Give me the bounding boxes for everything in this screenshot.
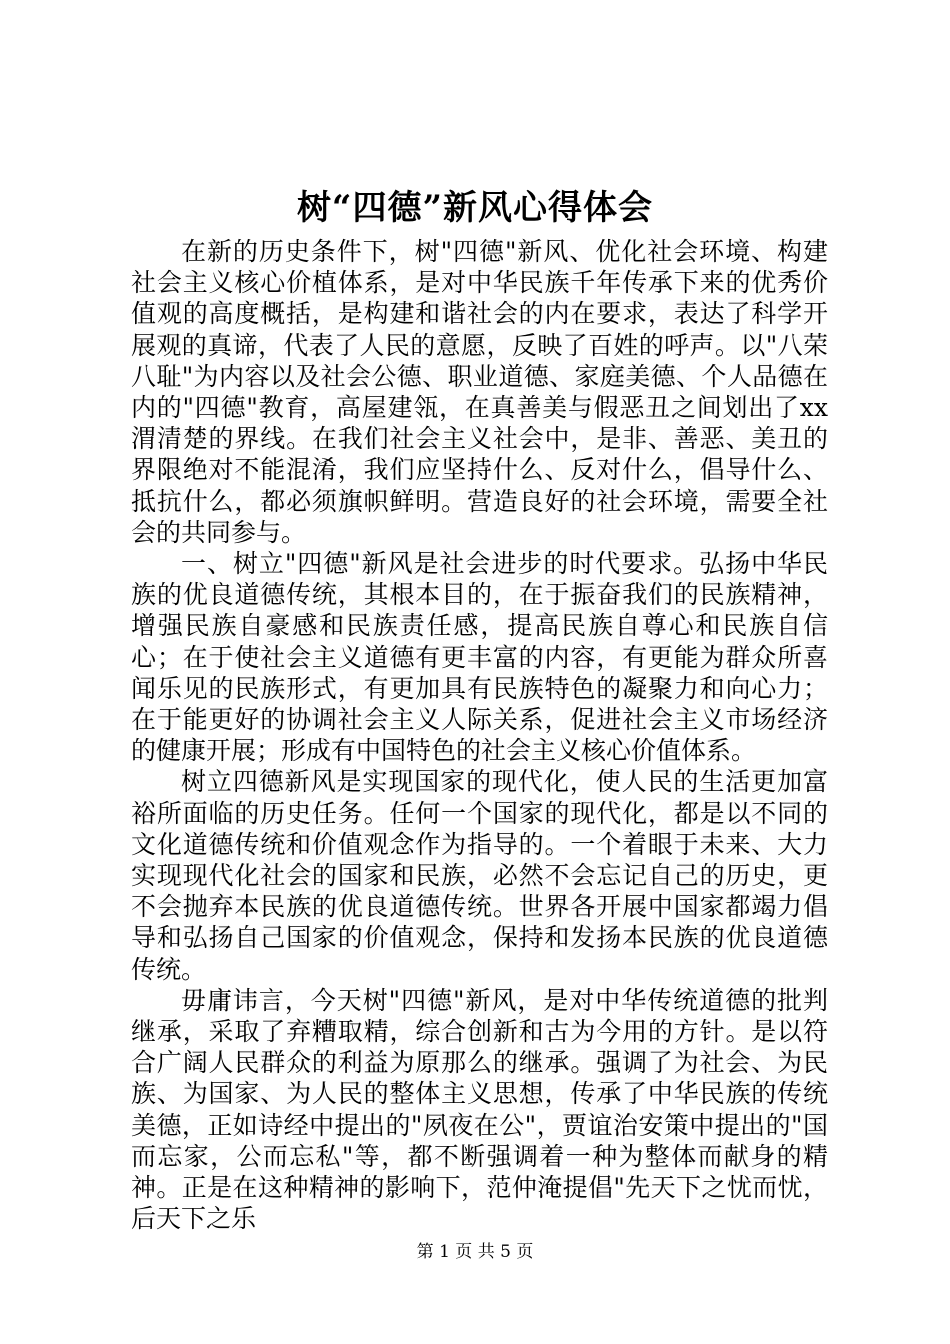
document-body <box>131 236 828 1235</box>
paragraph-modernization: 树立四德新风是实现国家的现代化，使人民的生活更加富裕所面临的历史任务。任何一个国家的现代化，都是以不同的文化道德传统和价值观念作为指导的。一个着眼于未来、大力实现现代化社会的国家和民族，必然不会忘记自己的历史，更不会抛弃本民族的优良道德传统。世界各开展中国家都竭力倡导和弘扬自己国家的价值观念，保持和发扬本民族的优良道德传统。 <box>131 767 828 984</box>
paragraph-inheritance: 毋庸讳言，今天树"四德"新风，是对中华传统道德的批判继承，采取了弃糟取精，综合创新和古为今用的方针。是以符合广阔人民群众的利益为原那么的继承。强调了为社会、为民族、为国家、为人民的整体主义思想，传承了中华民族的传统美德，正如诗经中提出的"夙夜在公"，贾谊治安策中提出的"国而忘家，公而忘私"等，都不断强调着一种为整体而献身的精神。正是在这种精神的影响下，范仲淹提倡"先天下之忧而忧，后天下之乐 <box>131 985 828 1234</box>
paragraph-section-one: 一、树立"四德"新风是社会进步的时代要求。弘扬中华民族的优良道德传统，其根本目的，在于振奋我们的民族精神，增强民族自豪感和民族责任感，提高民族自尊心和民族自信心；在于使社会主义道德有更丰富的内容，有更能为群众所喜闻乐见的民族形式，有更加具有民族特色的凝聚力和向心力；在于能更好的协调社会主义人际关系，促进社会主义市场经济的健康开展；形成有中国特色的社会主义核心价值体系。 <box>131 549 828 766</box>
page-number-footer: 第 1 页 共 5 页 <box>416 1242 534 1262</box>
paragraph-intro: 在新的历史条件下，树"四德"新风、优化社会环境、构建社会主义核心价植体系，是对中华民族千年传承下来的优秀价值观的高度概括，是构建和谐社会的内在要求，表达了科学开展观的真谛，代表了人民的意愿，反映了百姓的呼声。以"八荣八耻"为内容以及社会公德、职业道德、家庭美德、个人品德在内的"四德"教育，高屋建瓴，在真善美与假恶丑之间划出了xx渭清楚的界线。在我们社会主义社会中，是非、善恶、美丑的界限绝对不能混淆，我们应坚持什么、反对什么，倡导什么、抵抗什么，都必须旗帜鲜明。营造良好的社会环境，需要全社会的共同参与。 <box>131 237 828 547</box>
document-title: 树“四德”新风心得体会 <box>296 188 654 228</box>
